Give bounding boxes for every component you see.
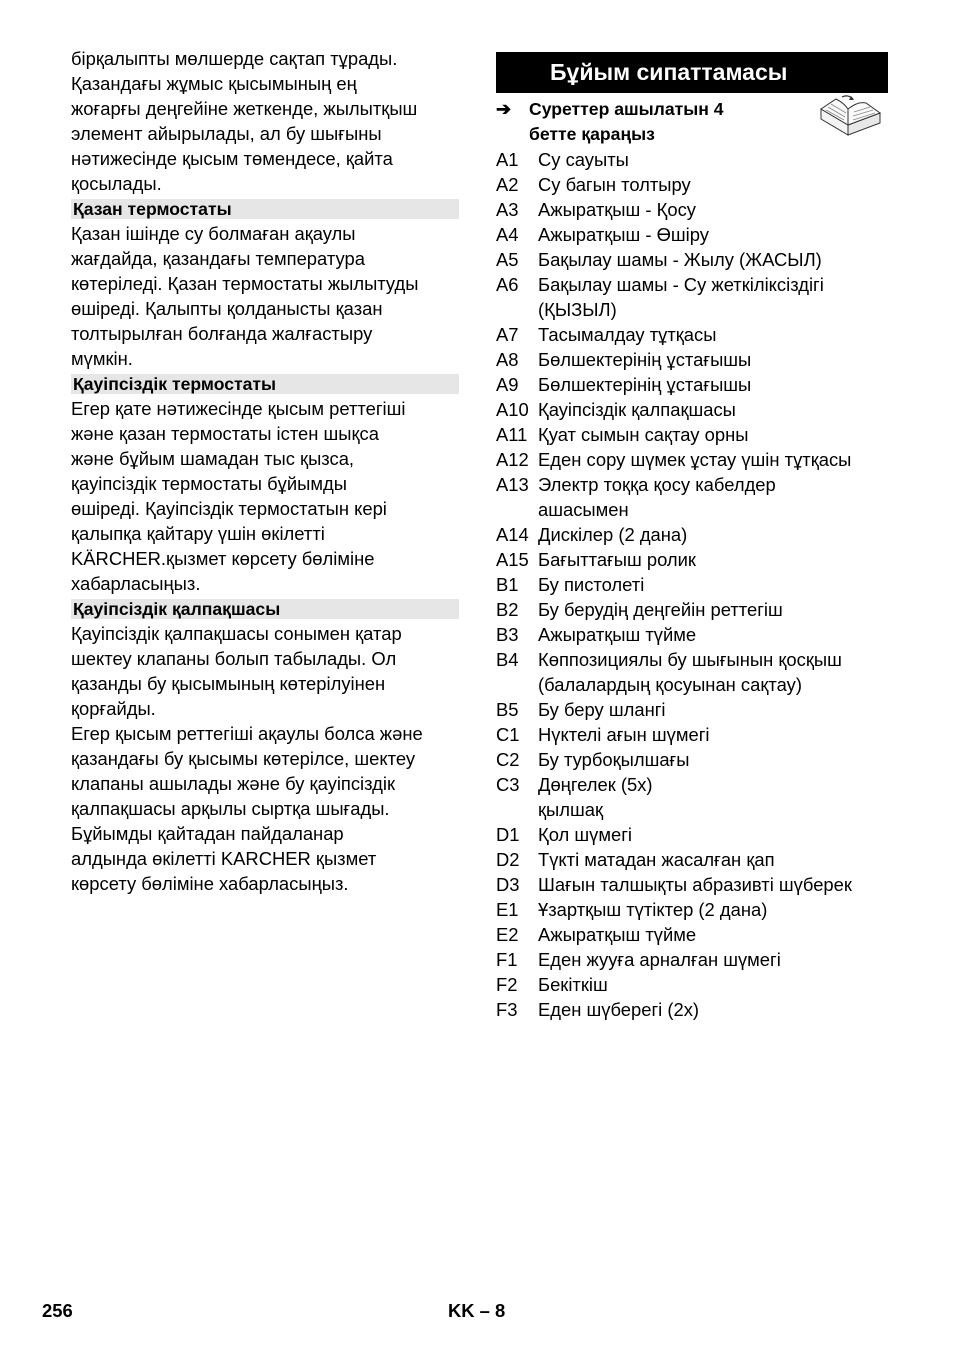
- item-label-continued: ашасымен: [538, 499, 629, 520]
- list-item: [496, 622, 888, 647]
- item-code: B4: [496, 649, 519, 670]
- item-label: Дөңгелек (5x): [538, 774, 653, 795]
- item-label: Дискілер (2 дана): [538, 524, 688, 545]
- list-item: [496, 872, 888, 897]
- section-safety-cap: [71, 599, 459, 896]
- item-label: Ұзартқыш түтіктер (2 дана): [538, 899, 768, 920]
- item-label-continued: қылшақ: [538, 799, 604, 820]
- section-safety-thermostat: [71, 374, 459, 596]
- item-code: F3: [496, 999, 518, 1020]
- item-label: Бөлшектерінің ұстағышы: [538, 374, 752, 395]
- text-line: KÄRCHER.қызмет көрсету бөліміне: [71, 548, 375, 569]
- list-item: [496, 147, 888, 172]
- left-column: [71, 46, 459, 896]
- item-code: A12: [496, 449, 529, 470]
- list-item: [496, 897, 888, 922]
- section-heading: Қауіпсіздік термостаты: [71, 374, 459, 394]
- text-line: шектеу клапаны болып табылады. Ол: [71, 648, 397, 669]
- section-heading: Қазан термостаты: [71, 199, 459, 219]
- item-label: Бекіткіш: [538, 974, 608, 995]
- item-label: Ажыратқыш түйме: [538, 924, 697, 945]
- item-label: Су багын толтыру: [538, 174, 691, 195]
- section-boiler-thermostat: [71, 199, 459, 371]
- item-label: Бөлшектерінің ұстағышы: [538, 349, 752, 370]
- item-label: Бу беру шлангі: [538, 699, 666, 720]
- list-item: [496, 572, 888, 597]
- item-label: Еден жууға арналған шүмегі: [538, 949, 781, 970]
- list-item: [496, 197, 888, 222]
- item-code: A13: [496, 474, 529, 495]
- text-line: қорғайды.: [71, 698, 156, 719]
- item-code: A10: [496, 399, 529, 420]
- list-item: [496, 772, 888, 822]
- item-code: B3: [496, 624, 519, 645]
- text-line: жағдайда, қазандағы температура: [71, 248, 365, 269]
- text-line: хабарласыңыз.: [71, 573, 201, 594]
- item-code: D3: [496, 874, 520, 895]
- page-number: 256: [42, 1300, 73, 1321]
- item-code: A5: [496, 249, 519, 270]
- text-line: Қазан ішінде су болмаған ақаулы: [71, 223, 356, 244]
- list-item: [496, 422, 888, 447]
- list-item: [496, 347, 888, 372]
- item-code: A15: [496, 549, 529, 570]
- item-code: F1: [496, 949, 518, 970]
- list-item: [496, 547, 888, 572]
- item-code: A3: [496, 199, 519, 220]
- list-item: [496, 747, 888, 772]
- text-line: Бұйымды қайтадан пайдаланар: [71, 823, 344, 844]
- item-code: B1: [496, 574, 519, 595]
- item-label: Бақылау шамы - Жылу (ЖАСЫЛ): [538, 249, 822, 270]
- list-item: [496, 172, 888, 197]
- item-label-continued: (ҚЫЗЫЛ): [538, 299, 617, 320]
- text-line: көрсету бөліміне хабарласыңыз.: [71, 873, 349, 894]
- item-code: B5: [496, 699, 519, 720]
- list-item: [496, 272, 888, 322]
- item-label: Бақылау шамы - Су жеткіліксіздігі: [538, 274, 824, 295]
- item-label: Қол шүмегі: [538, 824, 632, 845]
- text-line: Егер қысым реттегіші ақаулы болса және: [71, 723, 423, 744]
- list-item: [496, 822, 888, 847]
- text-line: өшіреді. Қауіпсіздік термостатын кері: [71, 498, 387, 519]
- item-code: C2: [496, 749, 520, 770]
- section-title: Бұйым сипаттамасы: [496, 52, 888, 93]
- item-label: Бу пистолеті: [538, 574, 645, 595]
- list-item: [496, 372, 888, 397]
- item-code: A11: [496, 424, 528, 445]
- item-label: Ажыратқыш - Қосу: [538, 199, 696, 220]
- text-line: қауіпсіздік термостаты бұйымды: [71, 473, 347, 494]
- item-code: C1: [496, 724, 520, 745]
- text-line: Суреттер ашылатын 4: [529, 99, 724, 119]
- parts-list: [496, 147, 888, 1022]
- item-code: F2: [496, 974, 518, 995]
- section-code: KK – 8: [448, 1300, 506, 1321]
- item-code: A9: [496, 374, 519, 395]
- list-item: [496, 997, 888, 1022]
- text-line: элемент айырылады, ал бу шығыны: [71, 123, 382, 144]
- item-label: Бағыттағыш ролик: [538, 549, 696, 570]
- text-line: бетте қараңыз: [529, 124, 655, 144]
- list-item: [496, 972, 888, 997]
- item-code: E2: [496, 924, 519, 945]
- text-line: және қазан термостаты істен шықса: [71, 423, 379, 444]
- list-item: [496, 322, 888, 347]
- item-code: A7: [496, 324, 519, 345]
- item-label: Бу турбоқылшағы: [538, 749, 690, 770]
- item-label: Ажыратқыш - Өшіру: [538, 224, 709, 245]
- item-code: A6: [496, 274, 519, 295]
- item-label: Электр тоққа қосу кабелдер: [538, 474, 776, 495]
- item-label: Шағын талшықты абразивті шүберек: [538, 874, 852, 895]
- arrow-right-icon: ➔: [496, 99, 512, 119]
- text-line: Қауіпсіздік қалпақшасы сонымен қатар: [71, 623, 402, 644]
- list-item: [496, 722, 888, 747]
- text-line: өшіреді. Қалыпты қолданысты қазан: [71, 298, 383, 319]
- see-figures-note: [496, 95, 888, 147]
- text-line: қазанды бу қысымының көтерілуінен: [71, 673, 386, 694]
- open-book-icon: [818, 95, 884, 137]
- item-code: A8: [496, 349, 519, 370]
- right-column: [496, 52, 888, 1022]
- item-code: D1: [496, 824, 520, 845]
- text-line: және бұйым шамадан тыс қызса,: [71, 448, 355, 469]
- list-item: [496, 597, 888, 622]
- list-item: [496, 222, 888, 247]
- list-item: [496, 397, 888, 422]
- text-line: көтеріледі. Қазан термостаты жылытуды: [71, 273, 419, 294]
- list-item: [496, 847, 888, 872]
- text-line: Егер қате нәтижесінде қысым реттегіші: [71, 398, 406, 419]
- item-label: Қуат сымын сақтау орны: [538, 424, 749, 445]
- item-code: B2: [496, 599, 519, 620]
- text-line: қазандағы бу қысымы көтерілсе, шектеу: [71, 748, 416, 769]
- item-label: Бу берудің деңгейін реттегіш: [538, 599, 783, 620]
- item-label: Нүктелі ағын шүмегі: [538, 724, 710, 745]
- section-heading: Қауіпсіздік қалпақшасы: [71, 599, 459, 619]
- see-figures-text: [529, 97, 724, 147]
- item-code: A1: [496, 149, 519, 170]
- item-label: Еден сору шүмек ұстау үшін тұтқасы: [538, 449, 852, 470]
- text-line: Қазандағы жұмыс қысымының ең: [71, 73, 357, 94]
- item-code: D2: [496, 849, 520, 870]
- text-line: мүмкін.: [71, 348, 133, 369]
- item-code: A14: [496, 524, 529, 545]
- text-line: алдында өкілетті KARCHER қызмет: [71, 848, 377, 869]
- intro-paragraph: [71, 46, 459, 196]
- item-code: E1: [496, 899, 519, 920]
- item-label: Еден шүберегі (2x): [538, 999, 700, 1020]
- item-label: Су сауыты: [538, 149, 629, 170]
- item-label: Ажыратқыш түйме: [538, 624, 697, 645]
- list-item: [496, 922, 888, 947]
- list-item: [496, 247, 888, 272]
- text-line: нәтижесінде қысым төмендесе, қайта: [71, 148, 393, 169]
- item-code: A2: [496, 174, 519, 195]
- text-line: клапаны ашылады және бу қауіпсіздік: [71, 773, 396, 794]
- item-label-continued: (балалардың қосуынан сақтау): [538, 674, 802, 695]
- text-line: жоғарғы деңгейіне жеткенде, жылытқыш: [71, 98, 418, 119]
- item-label: Тасымалдау тұтқасы: [538, 324, 717, 345]
- item-label: Түкті матадан жасалған қап: [538, 849, 775, 870]
- list-item: [496, 472, 888, 522]
- list-item: [496, 522, 888, 547]
- list-item: [496, 697, 888, 722]
- item-code: A4: [496, 224, 519, 245]
- item-label: Қауіпсіздік қалпақшасы: [538, 399, 736, 420]
- list-item: [496, 447, 888, 472]
- item-code: C3: [496, 774, 520, 795]
- item-label: Көппозициялы бу шығынын қосқыш: [538, 649, 842, 670]
- text-line: қалпақшасы арқылы сыртқа шығады.: [71, 798, 390, 819]
- text-line: бірқалыпты мөлшерде сақтап тұрады.: [71, 48, 398, 69]
- list-item: [496, 647, 888, 697]
- text-line: қосылады.: [71, 173, 162, 194]
- text-line: қалыпқа қайтару үшін өкілетті: [71, 523, 325, 544]
- text-line: толтырылған болғанда жалғастыру: [71, 323, 373, 344]
- list-item: [496, 947, 888, 972]
